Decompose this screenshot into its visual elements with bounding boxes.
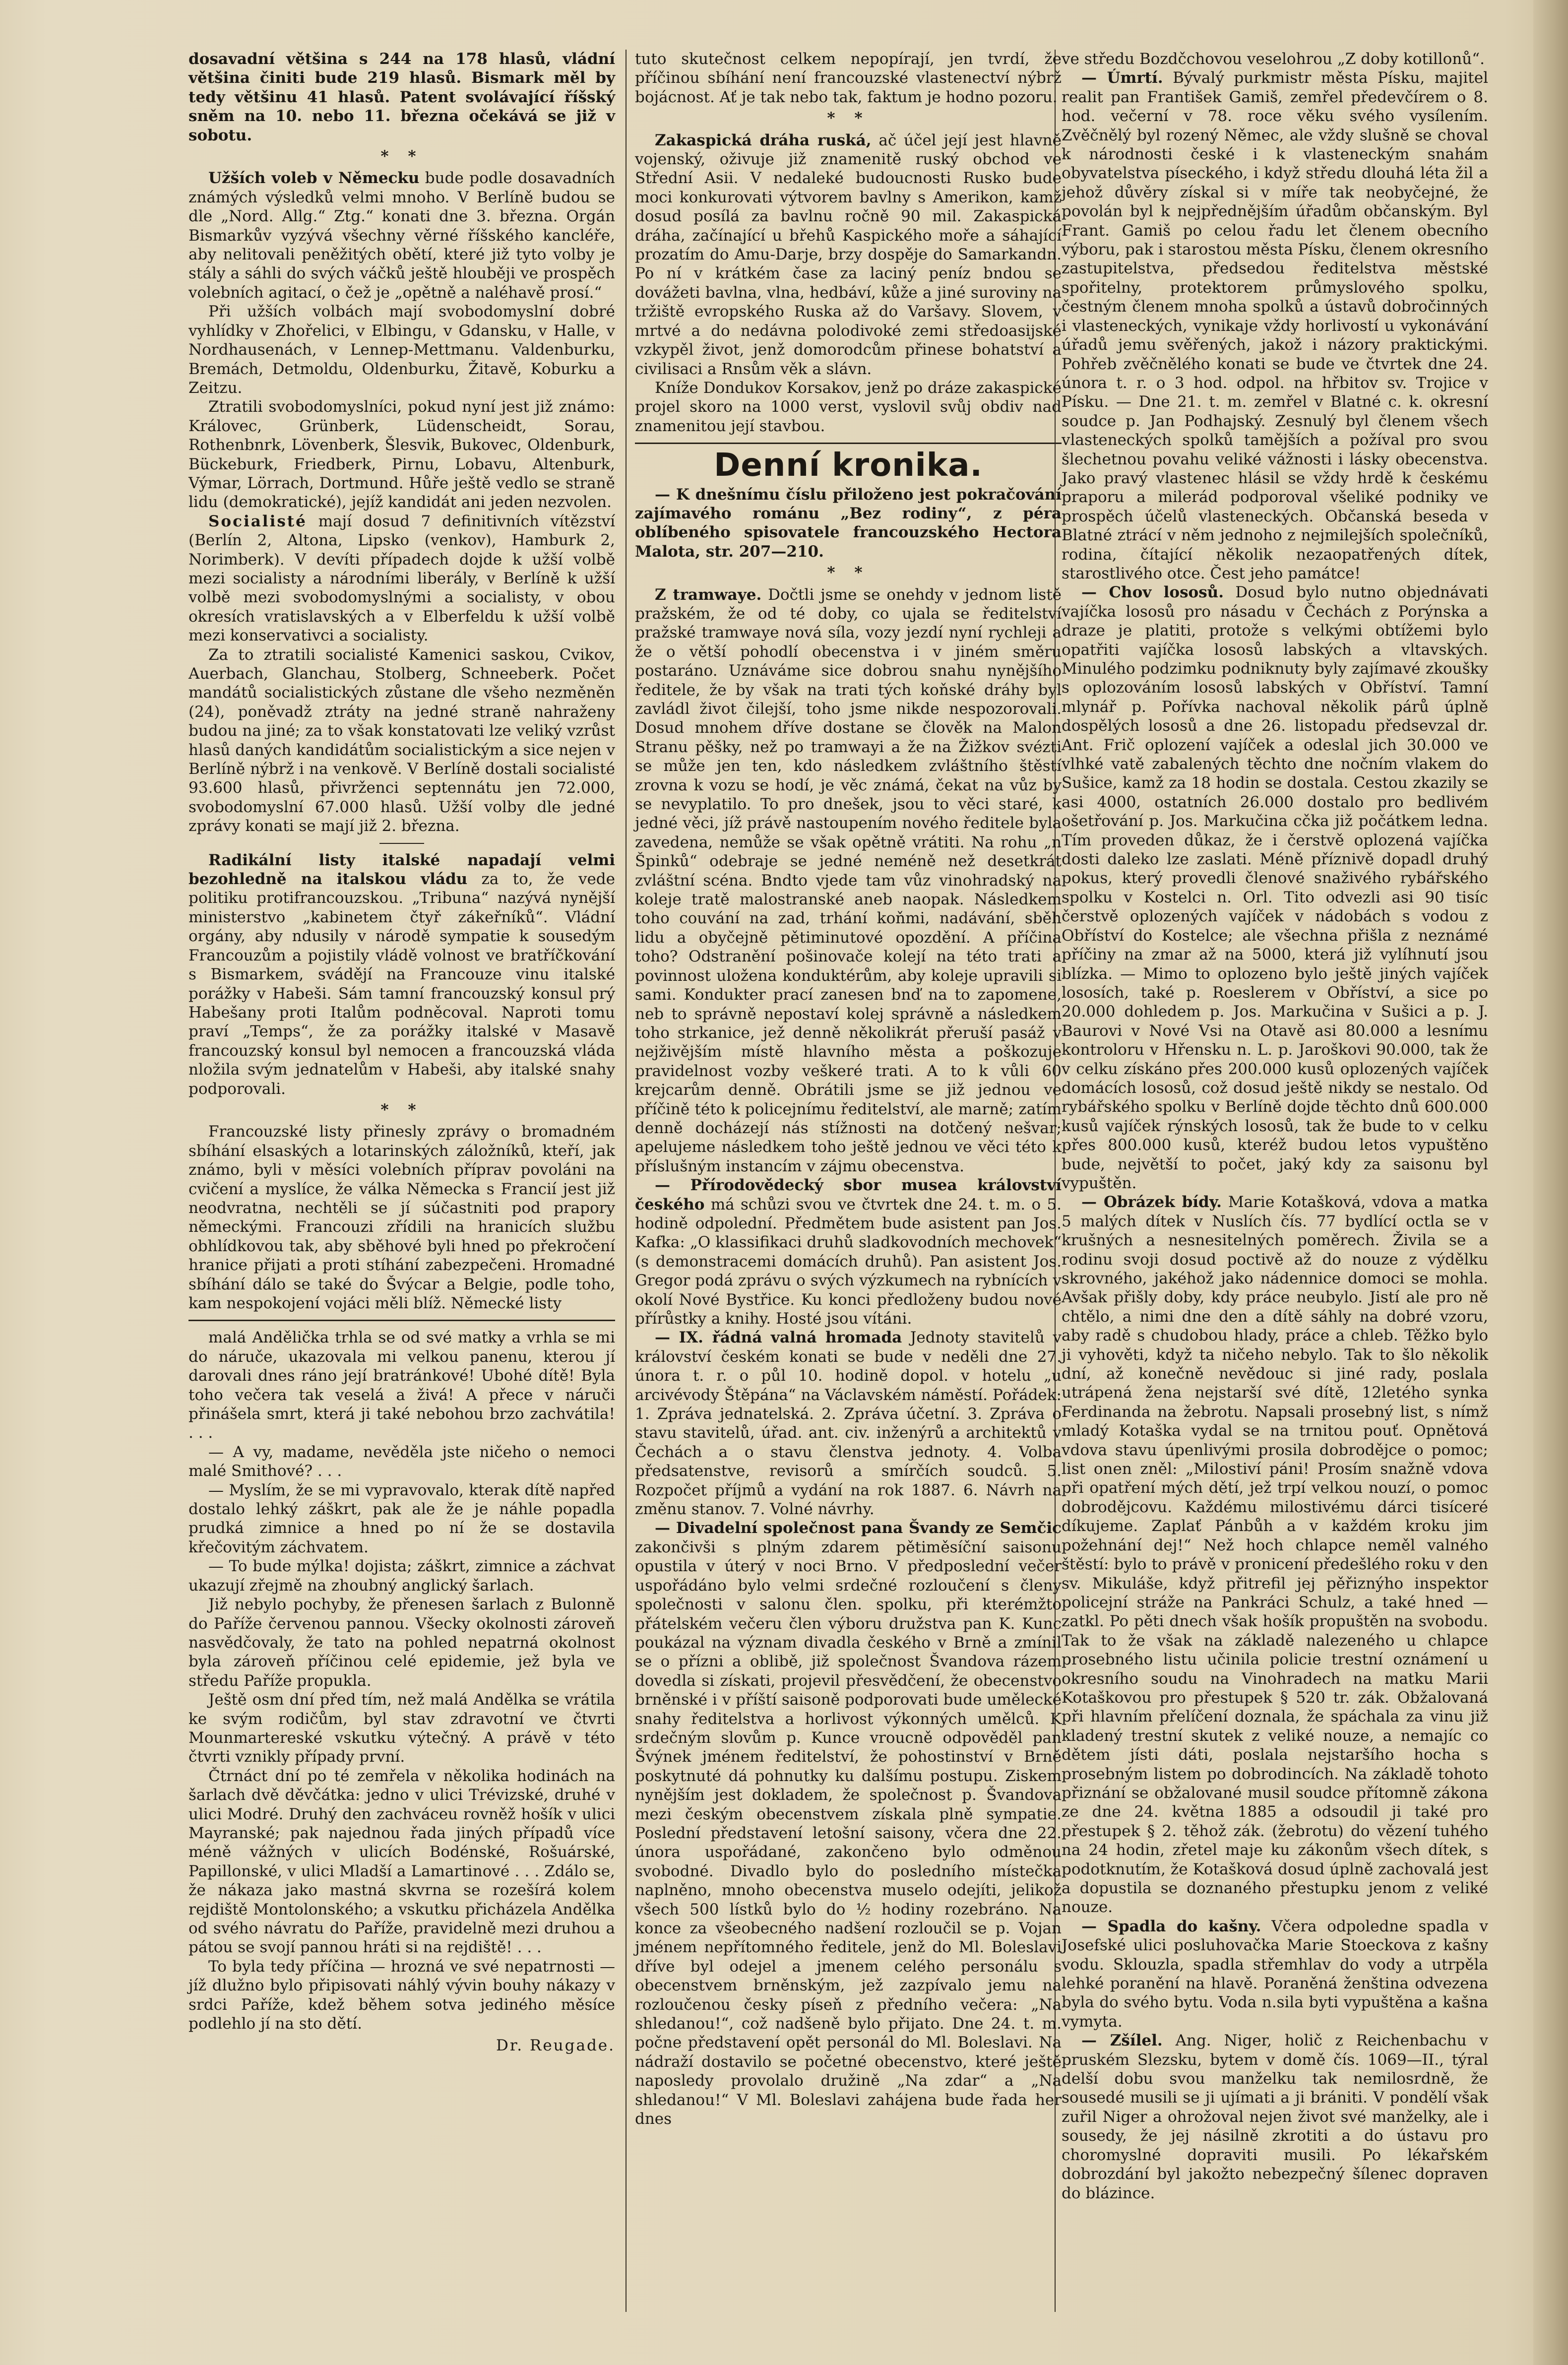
article-paragraph: tuto skutečnost celkem nepopírají, jen tvrdí, že příčinou sbíhání není francouzské vlastenectví nýbrž bojácnost. Ať je tak nebo tak, faktum je hodno pozoru.	[635, 50, 1062, 106]
article-paragraph: Kníže Dondukov Korsakov, jenž po dráze zakaspické projel skoro na 1000 verst, vyslovil svůj obdiv nad znamenitou její stavbou.	[635, 379, 1062, 435]
news-item: — Divadelní společnost pana Švandy ze Semčic zakončivši s plným zdarem pětiměsíční saisonu opustila v úterý v noci Brno. V předposlední večer uspořádáno bylo velmi srdečné rozloučení s členy společnosti v salonu člen. spolku, při kterémžto přátelském večeru člen výboru družstva pan K. Kunc poukázal na význam divadla českého v Brně a zmínil se o přízni a oblibě, již společnost Švandova rázem dovedla si získati, projevil přesvědčení, že obecenstvo brněnské i v příští saisoně podporovati bude umělecké snahy ředitelstva a horlivost výkonných umělců. K srdečným slovům p. Kunce vroucně odpověděl pan Švýnek jménem ředitelství, že pohostinství v Brně poskytnuté dá pohnutky ku dalšímu postupu. Ziskem nynějším jest dokladem, že společnost p. Švandova mezi českým obecenstvem získala plně sympatie. Poslední představení letošní saisony, včera dne 22. února uspořádané, zakončeno bylo odměnou svobodné. Divadlo bylo do posledního místečka naplněno, mnoho obecenstva muselo odejíti, jelikož všech 500 lístků bylo do ½ hodiny rozebráno. Na konce za všeobecného nadšení rozloučil se p. Vojan jménem nepřítomného ředitele, jenž do Ml. Boleslavi dříve byl odejel a jmenem celého personálu s obecenstvem brněnským, jež zazpívalo jemu na rozloučenou česky píseň z předního večera: „Na shledanou!“, což nadšeně bylo přijato. Dne 24. t. m. počne představení opět personál do Ml. Boleslavi. Na nádraží dostavilo se početné obecenstvo, které ještě naposledy provolalo družině „Na zdar“ a „Na shledanou!“ V Ml. Boleslavi zahájena bude řada her dnes	[635, 1519, 1062, 2128]
article-paragraph: Socialisté mají dosud 7 definitivních vítězství (Berlín 2, Altona, Lipsko (venkov), Hamburk 2, Norimberk). V devíti případech dojde k užší volbě mezi socialisty a národními liberály, v Berlíně k užší volbě mezi svobodomyslnými a socialisty, v obou okresích vratislavských a v Elberfeldu k užší volbě mezi konservativci a socialisty.	[188, 512, 615, 645]
news-item: — IX. řádná valná hromada Jednoty stavitelů v království českém konati se bude v neděli dne 27. února t. r. o půl 10. hodině dopol. v hotelu „u arcivévody Štěpána“ na Václavském náměstí. Pořádek: 1. Zpráva jednatelská. 2. Zpráva účetní. 3. Zpráva o stavu stavitelů, úřad. ant. civ. inženýrů a architektů v Čechách a o stavu členstva jednoty. 4. Volba předsatenstve, revisorů a smírčích soudců. 5. Rozpočet příjmů a vydání na rok 1887. 6. Návrh na změnu stanov. 7. Volné návrhy.	[635, 1329, 1062, 1519]
short-divider	[379, 843, 424, 844]
column-1	[188, 50, 615, 2055]
news-item: — Úmrtí. Bývalý purkmistr města Písku, majitel realit pan František Gamiš, zemřel předevčírem o 8. hod. večerní v 78. roce věku svého vysílením. Zvěčnělý byl rozený Němec, ale vždy slušně se choval k národnosti české i k vlasteneckým snahám obyvatelstva píseckého, i když středu dlouhá léta žil a jehož důvěry získal si v míře tak neobyčejné, že povolán byl k nejpřednějším úřadům občanským. Byl Frant. Gamiš po celou řadu let členem obecního výboru, pak i starostou města Písku, členem okresního zastupitelstva, předsedou ředitelstva městské spořitelny, protektorem průmyslového spolku, čestným členem mnoha spolků a ústavů dobročinných i vlasteneckých, vynikaje vždy horlivostí u vykonávání úřadů jemu svěřených, jakož i názory praktickými. Pohřeb zvěčnělého konati se bude ve čtvrtek dne 24. února t. r. o 3 hod. odpol. na hřbitov sv. Trojice v Písku. — Dne 21. t. m. zemřel v Blatné c. k. okresní soudce p. Jan Podhajský. Zesnulý byl členem všech vlasteneckých spolků tamějších a požíval pro svou šlechetnou povahu veliké vážnosti i lásky obecenstva. Jako pravý vlastenec hlásil se vždy hrdě k českému praporu a milerád podporoval všeliké podniky ve prospěch účelů vlasteneckých. Občanská beseda v Blatné ztrácí v něm jednoho z nejmilejších společníků, rodina, čítající několik nezaopatřených dítek, starostlivého otce. Čest jeho památce!	[1062, 69, 1488, 582]
feuilleton-divider	[188, 1320, 615, 1321]
section-separator: * *	[380, 1100, 423, 1119]
article-paragraph: Ztratili svobodomyslníci, pokud nyní jest již známo: Královec, Grünberk, Lüdenscheidt, Sorau, Rothenbnrk, Lövenberk, Šlesvik, Bukovec, Oldenburk, Bückeburk, Friedberk, Pirnu, Lobavu, Altenburk, Výmar, Lörrach, Dortmund. Hůře ještě vedlo se straně lidu (demokratické), jejíž kandidát ani jeden nezvolen.	[188, 398, 615, 511]
article-text: dosavadní většina s 244 na 178 hlasů, vládní většina činiti bude 219 hlasů. Bismark měl by tedy většinu 41 hlasů. Patent svolávající říšský sněm na 10. nebo 11. března očekává se již v sobotu.	[188, 50, 615, 144]
author-signature: Dr. Reugade.	[496, 2037, 615, 2055]
section-divider	[635, 443, 1062, 444]
feuilleton-paragraph: — A vy, madame, nevěděla jste ničeho o nemoci malé Smithové? . . .	[188, 1443, 615, 1480]
page-edge	[1533, 0, 1568, 2365]
news-item: — Zšílel. Ang. Niger, holič z Reichenbachu v pruském Slezsku, bytem v domě čís. 1069—II., týral delší dobu svou manželku tak nemilosrdně, že sousedé musili se ji ujímati a ji brániti. V pondělí však zuřil Niger a ohrožoval nejen život své manželky, ale i sousedy, že jej násilně zkrotiti a do ústavu pro choromyslné dopraviti musili. Po lékařském dobrozdání byl jakožto nebezpečný šílenec dopraven do blázince.	[1062, 2032, 1488, 2202]
news-item: — Chov lososů. Dosud bylo nutno objednávati vajíčka lososů pro násadu v Čechách z Porýnska a draze je platiti, protože s velkými obtížemi bylo opatřiti vajíčka lososů labských a vltavských. Minulého podzimku podniknuty byly zajímavé zkoušky s oplozováním lososů labských v Obříství. Tamní mlynář p. Pořívka nachoval několik párů úplně dospělých lososů a dne 26. listopadu předsevzal dr. Ant. Frič oplození vajíček a odeslal jich 30.000 ve vlhké vatě zabalených těchto dne nočním vlakem do Sušice, kamž za 18 hodin se dostala. Cestou zkazily se asi 4000, ostatních 26.000 dostalo pro bedlivém ošetřování p. Jos. Markučina cčka již počátkem ledna. Tím proveden důkaz, že i čerstvě oplozená vajíčka dosti daleko lze zaslati. Méně příznivě dopadl druhý pokus, který provedli členové snaživého rybářského spolku v Kostelci n. Orl. Tito odvezli asi 90 tisíc čerstvě oplozených vajíček v nádobách s vodou z Obříství do Kostelce; ale všechna přišla z neznámé příčiny na zmar až na 5000, která již vylíhnutí jsou blízka. — Mimo to oplozeno bylo ještě jiných vajíček lososích, také p. Roeslerem v Obříství, a sice po 20.000 dohledem p. Jos. Markučina v Sušici a p. J. Baurovi v Nové Vsi na Otavě asi 80.000 a lesnímu kontroloru v Hřensku n. L. p. Jaroškovi 90.000, tak že v celku získáno přes 200.000 kusů oplozených vajíček domácích lososů, což dosud ještě nikdy se nestalo. Od rybářského spolku v Berlíně dojde těchto dnů 600.000 kusů vajíček rýnských lososů, tak že bude to v celku přes 800.000 kusů, kteréž budou letos vypuštěno bude, největší to počet, jaký kdy za saisonu byl vypuštěn.	[1062, 583, 1488, 1192]
news-item: — Přírodovědecký sbor musea království českého má schůzi svou ve čtvrtek dne 24. t. m. o 5. hodině odpolední. Předmětem bude asistent pan Jos. Kafka: „O klassifikaci druhů sladkovodních mechovek“ (s demonstracemi domácích druhů). Pan asistent Jos. Gregor podá zprávu o svých výzkumech na rybnících v okolí Nové Bystřice. Ku konci předloženy budou nové přírůstky a knihy. Hosté jsou vítáni.	[635, 1176, 1062, 1328]
feuilleton-paragraph: Již nebylo pochyby, že přenesen šarlach z Bulonně do Paříže červenou pannou. Všecky okolnosti zároveň nasvědčovaly, že tato na pohled nepatrná okolnost byla zároveň příčinou celé epidemie, jež byla ve středu Paříže propukla.	[188, 1596, 615, 1690]
lead-notice: — K dnešnímu číslu přiloženo jest pokračování zajímavého románu „Bez rodiny“, z péra oblíbeného spisovatele francouzského Hectora Malota, str. 207—210.	[635, 485, 1062, 561]
feuilleton-paragraph: malá Andělička trhla se od své matky a vrhla se mi do náruče, ukazovala mi velkou panenu, kterou jí darovali dnes ráno její bratránkové! Ubohé dítě! Byla toho večera tak veselá a živá! A přece v náruči přinášela smrt, která ji také nebohou brzo zachvátila! . . .	[188, 1329, 615, 1442]
column-3	[1062, 50, 1488, 2203]
article-paragraph: Za to ztratili socialisté Kamenici saskou, Cvikov, Auerbach, Glanchau, Stolberg, Schneeberk. Počet mandátů socialistických zůstane dle všeho nezměněn (24), poněvadž ztráty na jedné straně nahraženy budou na jiné; za to však konstatovati lze veliký vzrůst hlasů daných kandidátům socialistickým a sice nejen v Berlíně nýbrž i na venkově. V Berlíně dostali socialisté 93.600 hlasů, přivrženci septennátu jen 72.000, svobodomyslní 67.000 hlasů. Užší volby dle jedné zprávy konati se mají již 2. března.	[188, 645, 615, 835]
article-paragraph: Radikální listy italské napadají velmi bezohledně na italskou vládu za to, že vede politiku protifrancouzskou. „Tribuna“ nazývá nynější ministerstvo „kabinetem čtyř zákeřníků“. Vládní orgány, aby ndusily v národě sympatie k sousedým Francouzům a pojistily vládě volnost ve bratříčkování s Bismarkem, svádějí na Francouze vinu italské porážky v Habeši. Sám tamní francouzský konsul prý Habešany proti Italům podněcoval. Naproti tomu praví „Temps“, že za porážky italské v Masavě francouzský konsul byl nemocen a francouzská vláda nložila svým jednatelům v Habeši, aby italské snahy podporovali.	[188, 851, 615, 1098]
feuilleton-paragraph: — Myslím, že se mi vypravovalo, kterak dítě napřed dostalo lehký záškrt, pak ale že je náhle popadla prudká zimnice a hned po ní že se dostavila křečovitým záchvatem.	[188, 1481, 615, 1556]
feuilleton-paragraph: Ještě osm dní před tím, než malá Andělka se vrátila ke svým rodičům, byl stav zdravotní ve čtvrti Mounmartereské vskutku výtečný. A právě v této čtvrti vznikly případy první.	[188, 1691, 615, 1766]
news-item: ve středu Bozdčchovou veselohrou „Z doby kotillonů“.	[1062, 50, 1485, 68]
article-paragraph: Užších voleb v Německu bude podle dosavadních známých výsledků velmi mnoho. V Berlíně budou se dle „Nord. Allg.“ Ztg.“ konati dne 3. března. Orgán Bismarkův vyzývá všechny věrné říšského kancléře, aby nelitovali peněžitých obětí, které již tyto volby je stály a sáhli do svých váčků ještě hlouběji ve prospěch volebních agitací, o čež je „opětně a naléhavě prosí.“	[188, 169, 616, 302]
section-separator: * *	[380, 147, 423, 166]
feuilleton-paragraph: — To bude mýlka! dojista; záškrt, zimnice a záchvat ukazují zřejmě na zhoubný anglický šarlach.	[188, 1557, 615, 1595]
feuilleton-paragraph: Čtrnáct dní po té zemřela v několika hodinách na šarlach dvě děvčátka: jedno v ulici Trévizské, druhé v ulici Modré. Druhý den zachváceu rovněž hošík v ulici Mayranské; pak najednou řada jiných případů více méně vážných v ulicích Bodénské, Rošuárské, Papillonské, v ulici Mladší a Lamartinové . . . Zdálo se, že nákaza jako mastná skvrna se rozešírá kolem rejdiště Montolonského; a vskutku přicházela Andělka od svého návratu do Paříže, pravidelně mezi druhou a pátou se svojí pannou hráti si na rejdiště! . . .	[188, 1767, 615, 1957]
section-separator: * *	[827, 564, 870, 582]
article-paragraph: Při užších volbách mají svobodomyslní dobré vyhlídky v Zhořelici, v Elbingu, v Gdansku, v Halle, v Nordhausenách, v Lennep-Mettmanu. Valdenburku, Bremách, Detmoldu, Oldenburku, Žitavě, Koburku a Zeitzu.	[188, 303, 615, 397]
column-rule-1	[626, 50, 627, 2312]
news-item: — Obrázek bídy. Marie Kotašková, vdova a matka 5 malých dítek v Nuslích čís. 77 bydlící octla se v krušných a nesnesitelných poměrech. Živila se a rodinu svoji dosud poctivě až do nouze z výdělku skrovného, jakéhož jako nádennice domoci se mohla. Avšak přišly doby, kdy práce neubylo. Jistí ale pro ně chtělo, a nimi dne den a dítě sáhly na dobré vzoru, aby radě s chudobou hlady, práce a chleb. Těžko bylo ji vyhověti, když ta ničeho nebylo. Tak to šlo několik dní, až konečně nevědouc si jiné rady, poslala utrápená žena nejstarší své dítě, 12letého synka Ferdinanda na žebrotu. Napsali prosebný list, s nímž mladý Kotaška vydal se na trnitou pouť. Opnětová vdova stavu úpenlivými prosila dobrodějce o pomoc; list onen zněl: „Milostiví páni! Prosím snažně vdova při opatření mých dětí, jež trpí velkou nouzí, o pomoc dobrodějcovu. Každému milostivému dárci tisíceré díkujeme. Zaplať Pánbůh a v každém kroku jim požehnání dej!“ Než hoch chlapce neměl valného štěstí: bylo to právě v pronicení předešlého roku v den sv. Mikuláše, když přitrefil jej pěřiznýho inspektor policejní stráže na Pankráci Schulz, a také hned — zatkl. Po pěti dnech však hošík propuštěn na svobodu. Tak to že však na základě nalezeného u chlapce prosebného listu učinila policie trestní oznámení u okresního soudu na Vinohradech na matku Marii Kotaškovou pro přestupek § 520 tr. zák. Obžalovaná při hlavním přelíčení doznala, že spáchala za vinu již kladený trestní skutek z veliké nouze, a nemajíc co dětem jísti dáti, poslala nejstaršího hocha s prosebným listem po dobrodincích. Na základě tohoto přiznání se obžalované musil soudce přítomně zákona ze dne 24. května 1885 a odsoudil ji také pro přestupek § 2. těhož zák. (žebrotu) do vězení tuhého na 24 hodin, zřetel maje ku zákonům všech dítek, s podotknutím, že Kotašková dosud úplně zachovalá jest a dopustila se doznaného přestupku jenom z veliké nouze.	[1062, 1193, 1489, 1917]
news-item: Z tramwaye. Dočtli jsme se onehdy v jednom listě pražském, že od té doby, co ujala se ředitelství pražské tramwaye nová síla, vozy jezdí nyní rychleji a že o větší pohodlí obecenstva i v jiném směru postaráno. Uznáváme sice dobrou snahu nynějšího ředitele, že by však na trati tých koňské dráhy byl zavládl život čilejší, toho jsme nikde nespozorovali. Dosud mnohem dříve dostane se člověk na Malon Stranu pěšky, než po tramwayi a že na Žižkov svézti se může jen ten, kdo následkem zvláštního štěstí zrovna k vozu se hodí, je věc známá, čekat na vůz by se nevyplatilo. To pro dnešek, jsou to věci staré, k jedné věci, jíž právě nastoupením nového ředitele byla zavedena, nemůže se však opětně vrátiti. Na rohu „n Špinků“ odebraje se jedné neméně než desetkrát zvláštní scéna. Bndto vjede tam vůz vinohradský na koleje tratě malostranské aneb naopak. Následkem toho couvání na zad, trhání koňmi, nadávání, sběh lidu a obyčejně pětiminutové opozdění. A příčina toho? Odstranění pošinovače kolejí na této trati a povinnost uložena konduktérům, aby koleje upravili si sami. Kondukter prací zanesen bnď na to zapomene, neb to správně nepostaví kolej správně a následkem toho strkanice, jež denně několikrát přeruší pasáž v nejživějším místě hlavního města a poškozuje pravidelnost vozby veškeré trati. A to k vůli 60 krejcarům denně. Obrátili jsme se již jednou ve příčině této k policejnímu ředitelství, ale marně; zatím denně docházejí nás stížnosti na dotčený nešvar; apelujeme následkem toho ještě jednou ve věci této k příslušným instancím v zájmu obecenstva.	[635, 585, 1062, 1175]
section-headline: Denní kronika.	[714, 447, 983, 484]
article-paragraph: Francouzské listy přinesly zprávy o bromadném sbíhání elsaských a lotarinských záložníků, kteří, jak známo, byli v měsíci volebních příprav povoláni na cvičení a myslíce, že válka Německa s Francií jest již neodvratna, nechtěli se jí súčastniti pod prapory německými. Francouzi zřídili na hranicích službu obhlídkovou tak, aby sběhové byli hned po překročení hranice přijati a proti stíhání zabezpečeni. Hromadné sbíhání dálo se také do Švýcar a Belgie, podle toho, kam nespokojení vojáci měli blíž. Německé listy	[188, 1123, 615, 1312]
news-item: — Spadla do kašny. Včera odpoledne spadla v Josefské ulici posluhovačka Marie Stoeckova z kašny vodu. Sklouzla, spadla střemhlav do vody a utrpěla lehké poranění na hlavě. Poraněná ženština odvezena byla do svého bytu. Voda n.sila byti vypuštěna a kašna vymyta.	[1062, 1917, 1488, 2031]
column-2	[635, 50, 1062, 2128]
article-paragraph: Zakaspická dráha ruská, ač účel její jest hlavně vojenský, oživuje již znamenitě ruský obchod ve Střední Asii. V nedaleké budoucnosti Rusko bude moci konkurovati výtvorem bavlny s Amerikon, kamž dosud posílá za bavlnu ročně 90 mil. Zakaspická dráha, začínající u břehů Kaspického moře a sáhající prozatím do Amu-Darje, brzy dospěje do Samarkandn. Po ní v krátkém čase za laciný peníz bndou se dovážeti bavlna, vlna, hedbáví, kůže a jiné suroviny na tržiště evropského Ruska až do Varšavy. Slovem, v mrtvé a do nedávna polodivoké zemi středoasijské vzkypěl život, jenž domorodcům přinese bohatství a civilisaci a Rnsům věk a slávn.	[635, 131, 1062, 378]
section-separator: * *	[827, 109, 870, 128]
feuilleton-paragraph: To byla tedy příčina — hrozná ve své nepatrnosti — jíž dlužno bylo připisovati náhlý vývin bouhy nákazy v srdci Paříže, kdež během sotva jediného měsíce podlehlo jí na sto dětí.	[188, 1957, 615, 2033]
